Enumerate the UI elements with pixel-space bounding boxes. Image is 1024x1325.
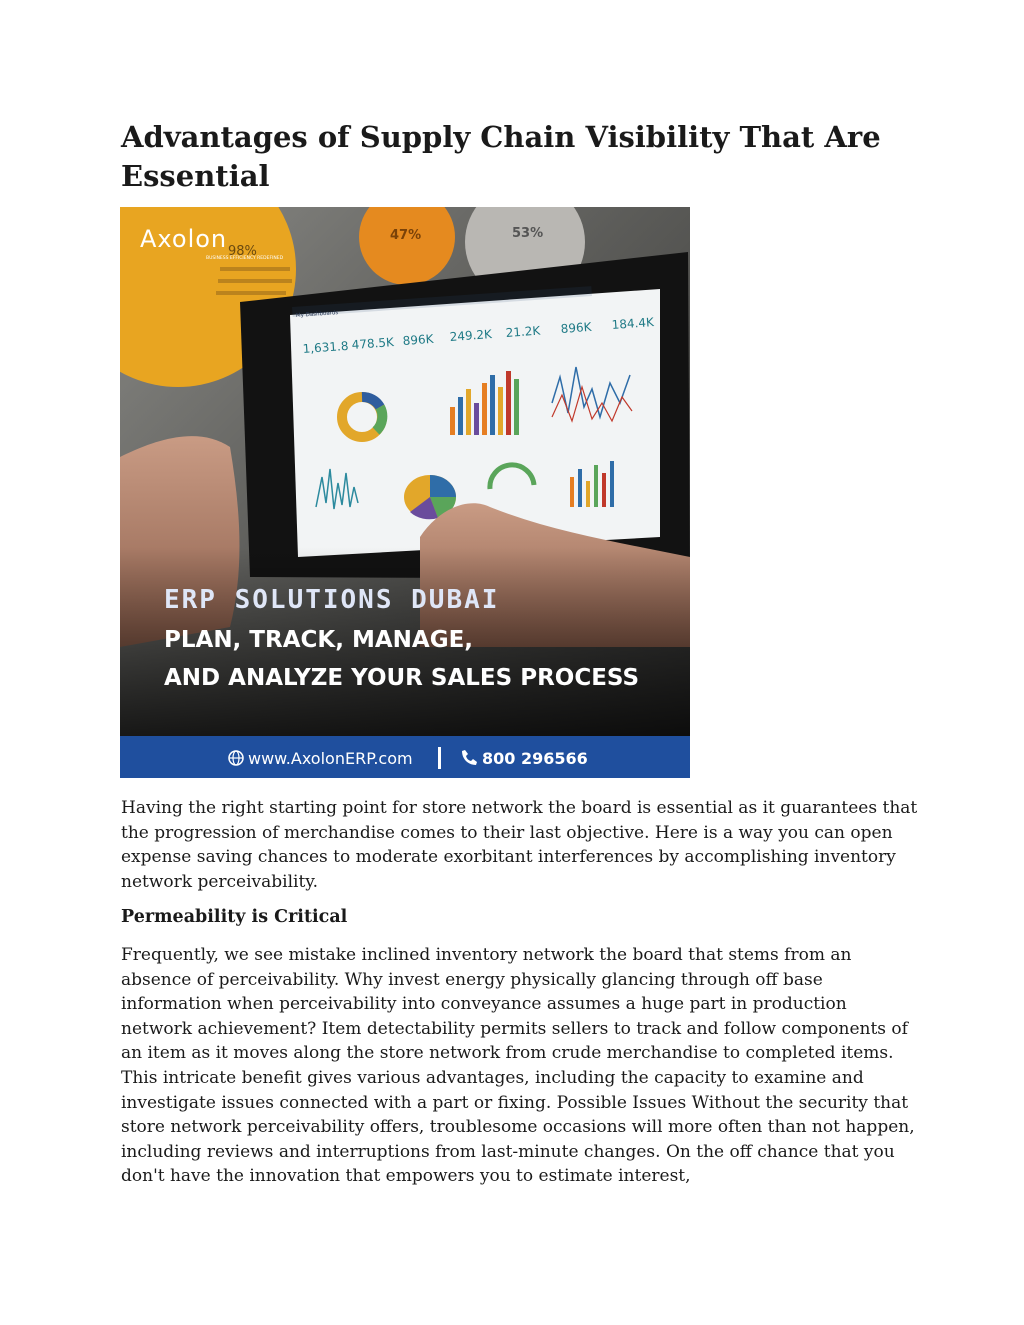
footer-divider <box>438 747 441 769</box>
kpi-5: 21.2K <box>505 323 541 340</box>
kpi-4: 249.2K <box>449 327 493 344</box>
banner-headline: ERP SOLUTIONS DUBAI <box>164 585 500 615</box>
banner-website: www.AxolonERP.com <box>248 749 413 768</box>
section-paragraph: Frequently, we see mistake inclined inventory network the board that stems from an absence of perceivability. Why invest energy physically glancing through off base information when perceivability into conveyance assumes a huge part in production network achievement? Item detectability permits sellers to track and follow components of an item as it moves along the store network from crude merchandise to completed items. This intricate benefit gives various advantages, including the capacity to examine and investigate issues connected with a part or fixing. Possible Issues Without the security that store network perceivability offers, troublesome occasions will more often than not happen, including reviews and interruptions from last-minute changes. On the off chance that you don't have the innovation that empowers you to estimate interest, <box>121 945 915 1187</box>
kpi-1: 1,631.8 <box>302 338 349 356</box>
erp-banner-image <box>120 207 690 778</box>
kpi-6: 896K <box>560 319 592 336</box>
page-title: Advantages of Supply Chain Visibility That Are Essential <box>121 120 881 193</box>
kpi-3: 896K <box>402 331 434 348</box>
kpi-7: 184.4K <box>611 315 655 332</box>
banner-phone: 800 296566 <box>482 749 588 768</box>
section-heading: Permeability is Critical <box>121 907 348 927</box>
dashboard-title: My Dashboards <box>295 310 339 319</box>
circle-value-2: 47% <box>390 228 422 243</box>
logo-text: Axolon <box>140 225 228 253</box>
kpi-2: 478.5K <box>351 335 395 352</box>
banner-subline-2: AND ANALYZE YOUR SALES PROCESS <box>164 665 640 691</box>
logo-tagline: BUSINESS EFFICIENCY REDEFINED <box>206 256 284 261</box>
banner-subline-1: PLAN, TRACK, MANAGE, <box>164 627 474 653</box>
circle-value-3: 53% <box>512 226 544 241</box>
circle-value-1: 98% <box>228 244 257 259</box>
intro-paragraph: Having the right starting point for store network the board is essential as it guarantees that the progression of merchandise comes to their last objective. Here is a way you can open expense saving chances to moderate exorbitant interferences by accomplishing inventory network perceivability. <box>121 798 918 892</box>
